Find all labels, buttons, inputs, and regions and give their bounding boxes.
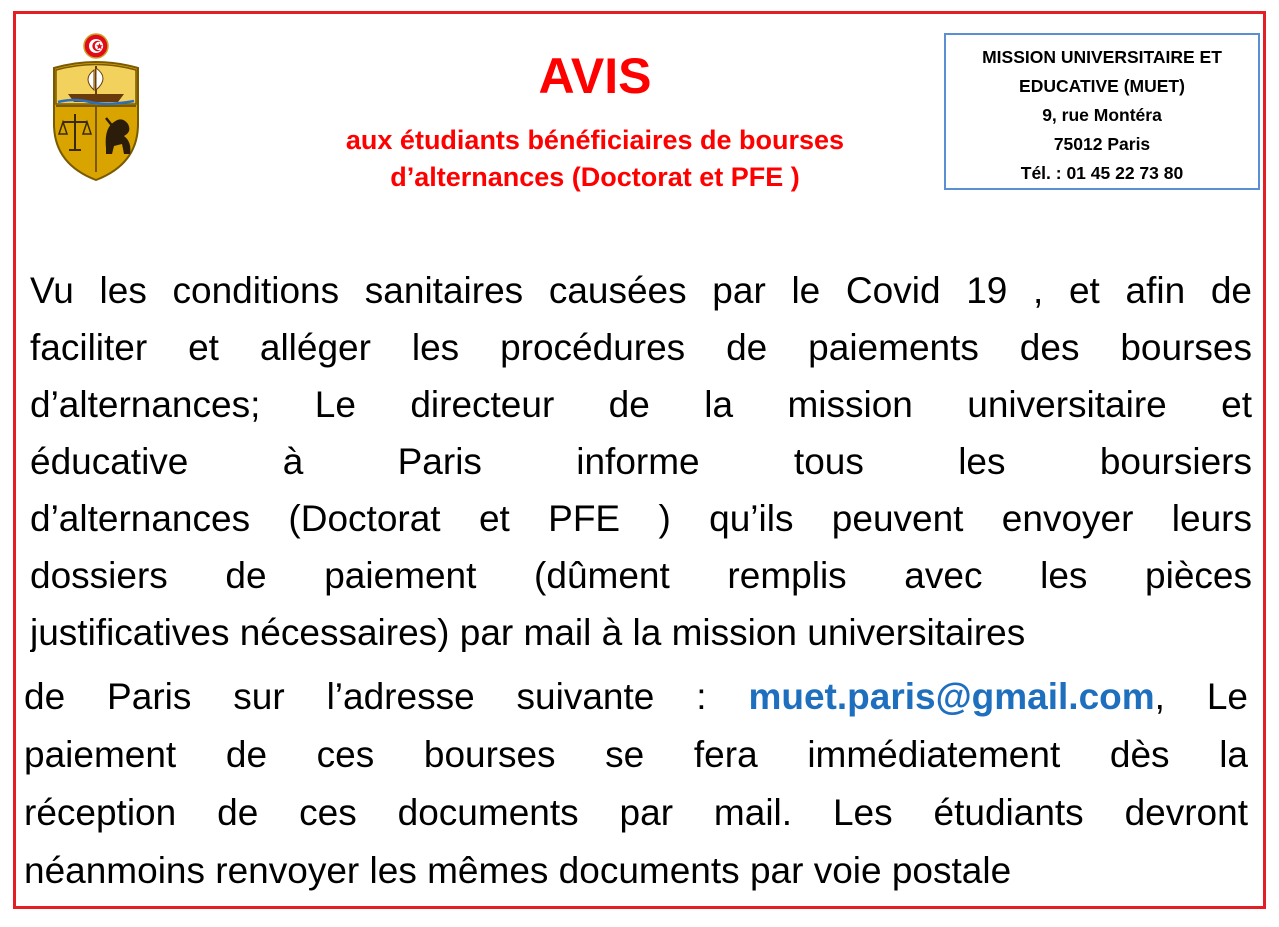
contact-phone: Tél. : 01 45 22 73 80 bbox=[1020, 163, 1184, 183]
paragraph-line: justificatives nécessaires) par mail à la mission universitaires bbox=[30, 612, 1026, 652]
paragraph-line: Vu les conditions sanitaires causées par le Covid 19 , et afin de bbox=[30, 270, 1252, 311]
page-title: AVIS bbox=[538, 48, 652, 104]
contact-org-line: EDUCATIVE (MUET) bbox=[1019, 76, 1185, 96]
paragraph-line: néanmoins renvoyer les mêmes documents par voie postale bbox=[24, 850, 1012, 891]
contact-address-city: 75012 Paris bbox=[1053, 134, 1151, 154]
page-subtitle bbox=[280, 122, 910, 196]
paragraph-line: d’alternances (Doctorat et PFE ) qu’ils peuvent envoyer leurs bbox=[30, 498, 1252, 539]
paragraph-text: , Le bbox=[1154, 676, 1248, 717]
email-link[interactable]: muet.paris@gmail.com bbox=[748, 676, 1155, 717]
paragraph-line: faciliter et alléger les procédures de paiements des bourses bbox=[30, 327, 1252, 368]
contact-box bbox=[944, 33, 1260, 190]
subtitle-line: aux étudiants bénéficiaires de bourses bbox=[345, 125, 845, 155]
notice-paragraph-1 bbox=[30, 262, 1252, 652]
paragraph-line: d’alternances; Le directeur de la mission universitaire et bbox=[30, 384, 1252, 425]
paragraph-line: paiement de ces bourses se fera immédiatement dès la bbox=[24, 734, 1248, 775]
contact-org-line: MISSION UNIVERSITAIRE ET bbox=[982, 47, 1222, 67]
subtitle-line: d’alternances (Doctorat et PFE ) bbox=[390, 162, 800, 192]
paragraph-line: dossiers de paiement (dûment remplis avec les pièces bbox=[30, 555, 1252, 596]
paragraph-line: éducative à Paris informe tous les boursiers bbox=[30, 441, 1252, 482]
paragraph-text: de Paris sur l’adresse suivante : bbox=[24, 676, 749, 717]
notice-paragraph-2 bbox=[24, 668, 1248, 900]
paragraph-line: réception de ces documents par mail. Les étudiants devront bbox=[24, 792, 1248, 833]
tunisia-coat-of-arms-icon bbox=[44, 32, 148, 182]
contact-address-street: 9, rue Montéra bbox=[1042, 105, 1162, 125]
paragraph-line-with-email bbox=[24, 668, 1248, 726]
